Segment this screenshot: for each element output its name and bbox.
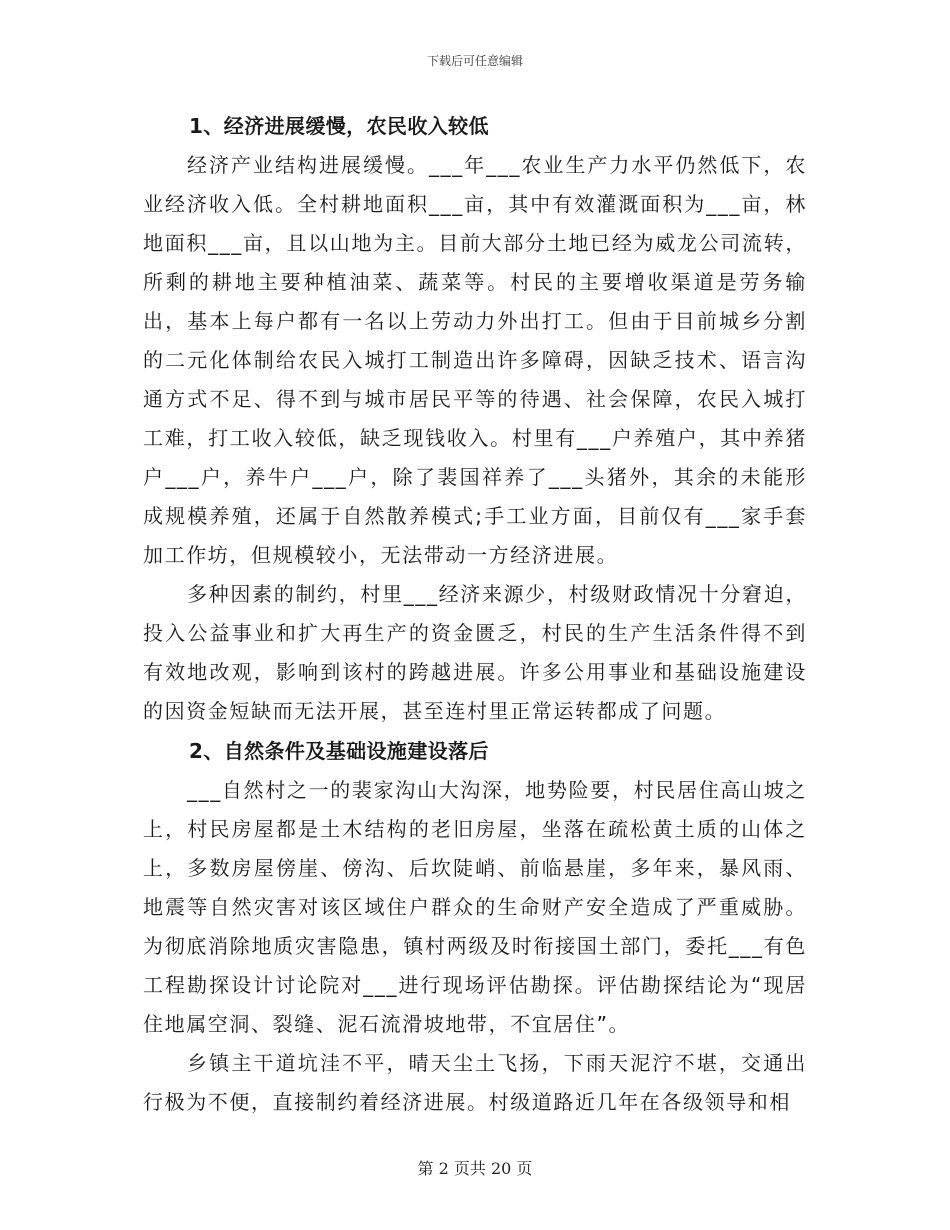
page-header: 下载后可任意编辑 [426, 54, 523, 68]
page-number-footer: 第 2 页共 20 页 [417, 1159, 533, 1178]
section-2-paragraph-1: ___自然村之一的裴家沟山大沟深，地势险要，村民居住高山坡之上，村民房屋都是土木结构的老旧房屋，坐落在疏松黄土质的山体之上，多数房屋傍崖、傍沟、后坎陡峭、前临悬崖，多年来，暴风雨、地震等自然灾害对该区域住户群众的生命财产安全造成了严重威胁。为彻底消除地质灾害隐患，镇村两级及时衔接国土部门，委托___有色工程勘探设计讨论院对___进行现场评估勘探。评估勘探结论为“现居住地属空洞、裂缝、泥石流滑坡地带，不宜居住”。 [143, 778, 807, 1036]
section-2-paragraph-2: 乡镇主干道坑洼不平，晴天尘土飞扬，下雨天泥泞不堪，交通出行极为不便，直接制约着经济进展。村级道路近几年在各级领导和相 [143, 1051, 807, 1114]
section-1-paragraph-1: 经济产业结构进展缓慢。___年___农业生产力水平仍然低下，农业经济收入低。全村耕地面积___亩，其中有效灌溉面积为___亩，林地面积___亩，且以山地为主。目前大部分土地已经为威龙公司流转，所剩的耕地主要种植油菜、蔬菜等。村民的主要增收渠道是劳务输出，基本上每户都有一名以上劳动力外出打工。但由于目前城乡分割的二元化体制给农民入城打工制造出许多障碍，因缺乏技术、语言沟通方式不足、得不到与城市居民平等的待遇、社会保障，农民入城打工难，打工收入较低，缺乏现钱收入。村里有___户养殖户，其中养猪户___户，养牛户___户，除了裴国祥养了___头猪外，其余的未能形成规模养殖，还属于自然散养模式;手工业方面，目前仅有___家手套加工作坊，但规模较小，无法带动一方经济进展。 [143, 153, 807, 567]
section-1-paragraph-2: 多种因素的制约，村里___经济来源少，村级财政情况十分窘迫，投入公益事业和扩大再生产的资金匮乏，村民的生产生活条件得不到有效地改观，影响到该村的跨越进展。许多公用事业和基础设施建设的因资金短缺而无法开展，甚至连村里正常运转都成了问题。 [143, 582, 807, 723]
document-body [143, 106, 807, 1122]
section-heading-1: 1、经济进展缓慢，农民收入较低 [189, 114, 489, 138]
section-heading-2: 2、自然条件及基础设施建设落后 [189, 739, 489, 763]
